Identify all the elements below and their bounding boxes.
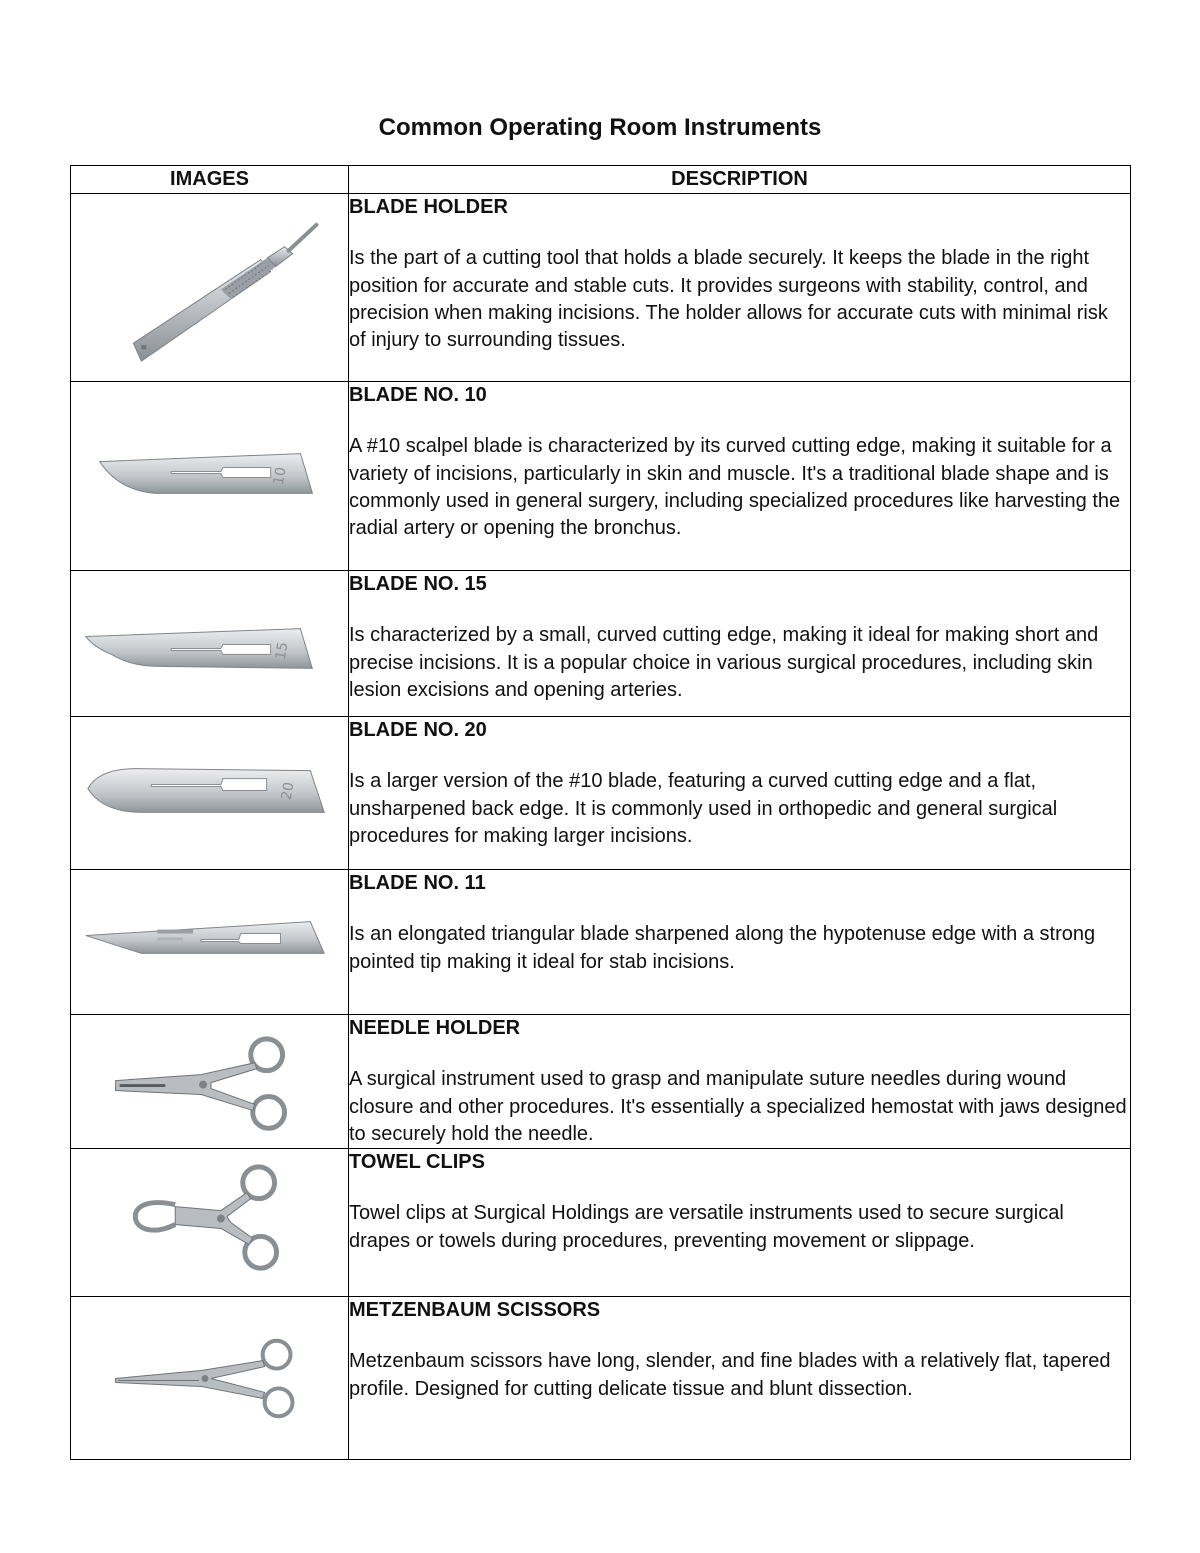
table-row (71, 571, 1131, 717)
instrument-description: Is a larger version of the #10 blade, featuring a curved cutting edge and a flat, unsharpened back edge. It is commonly used in orthopedic and general surgical procedures for making larger incisions. (349, 770, 1058, 847)
description-cell (349, 870, 1131, 1015)
image-cell (71, 382, 349, 571)
header-description: DESCRIPTION (349, 166, 1131, 194)
blade-number-label: 15 (272, 640, 292, 662)
needle-holder-icon (71, 1015, 347, 1148)
instrument-description: A #10 scalpel blade is characterized by its curved cutting edge, making it suitable for a variety of incisions, particularly in skin and muscle. It's a traditional blade shape and is commonly used in general surgery, including specialized procedures like harvesting the radial artery or opening the bronchus. (349, 435, 1121, 540)
blade-number-label: 20 (278, 780, 298, 802)
instrument-description: Is an elongated triangular blade sharpened along the hypotenuse edge with a strong pointed tip making it ideal for stab incisions. (349, 923, 1096, 973)
blade-20-icon (71, 717, 347, 869)
table-row (71, 382, 1131, 571)
description-cell (349, 382, 1131, 571)
instrument-name: BLADE NO. 10 (349, 384, 487, 406)
table-row (71, 717, 1131, 870)
instrument-name: TOWEL CLIPS (349, 1151, 485, 1174)
blade-15-icon (71, 571, 347, 716)
instrument-name: BLADE NO. 20 (349, 719, 487, 741)
instrument-name: BLADE HOLDER (349, 196, 508, 218)
instrument-name: NEEDLE HOLDER (349, 1017, 521, 1039)
instrument-description: A surgical instrument used to grasp and manipulate suture needles during wound closure and other procedures. It's essentially a specialized hemostat with jaws designed to securely hold the needle. (349, 1068, 1127, 1145)
blade-number-label: 10 (270, 465, 290, 487)
page-title: Common Operating Room Instruments (378, 114, 822, 141)
image-cell (71, 194, 349, 382)
image-cell (71, 571, 349, 717)
instrument-name: METZENBAUM SCISSORS (349, 1299, 601, 1322)
description-cell (349, 1297, 1131, 1460)
image-cell (71, 717, 349, 870)
table-row (71, 1015, 1131, 1149)
table-row (71, 870, 1131, 1015)
image-cell (71, 1015, 349, 1149)
description-cell (349, 1015, 1131, 1149)
table-row (71, 1149, 1131, 1297)
instrument-table (70, 165, 1131, 1460)
description-cell (349, 1149, 1131, 1297)
instrument-description: Metzenbaum scissors have long, slender, and fine blades with a relatively flat, tapered profile. Designed for cutting delicate tissue and blunt dissection. (349, 1350, 1111, 1400)
instrument-description: Is the part of a cutting tool that holds a blade securely. It keeps the blade in the right position for accurate and stable cuts. It provides surgeons with stability, control, and precision when making incisions. The holder allows for accurate cuts with minimal risk of injury to surrounding tissues. (349, 247, 1108, 352)
description-cell (349, 571, 1131, 717)
description-cell (349, 194, 1131, 382)
metzenbaum-scissors-icon (71, 1297, 347, 1459)
header-images: IMAGES (71, 166, 349, 194)
description-cell (349, 717, 1131, 870)
instrument-name: BLADE NO. 15 (349, 573, 487, 595)
instrument-description: Towel clips at Surgical Holdings are versatile instruments used to secure surgical drapes or towels during procedures, preventing movement or slippage. (349, 1202, 1064, 1252)
table-header-row (71, 166, 1131, 194)
image-cell (71, 870, 349, 1015)
blade-11-icon (71, 870, 347, 1014)
table-row (71, 194, 1131, 382)
blade-10-icon (71, 382, 347, 570)
instrument-name: BLADE NO. 11 (349, 872, 486, 894)
scalpel-handle-icon (71, 194, 347, 381)
instrument-description: Is characterized by a small, curved cutting edge, making it ideal for making short and precise incisions. It is a popular choice in various surgical procedures, including skin lesion excisions and opening arteries. (349, 624, 1099, 701)
image-cell (71, 1149, 349, 1297)
image-cell (71, 1297, 349, 1460)
table-row (71, 1297, 1131, 1460)
towel-clip-icon (71, 1149, 347, 1296)
